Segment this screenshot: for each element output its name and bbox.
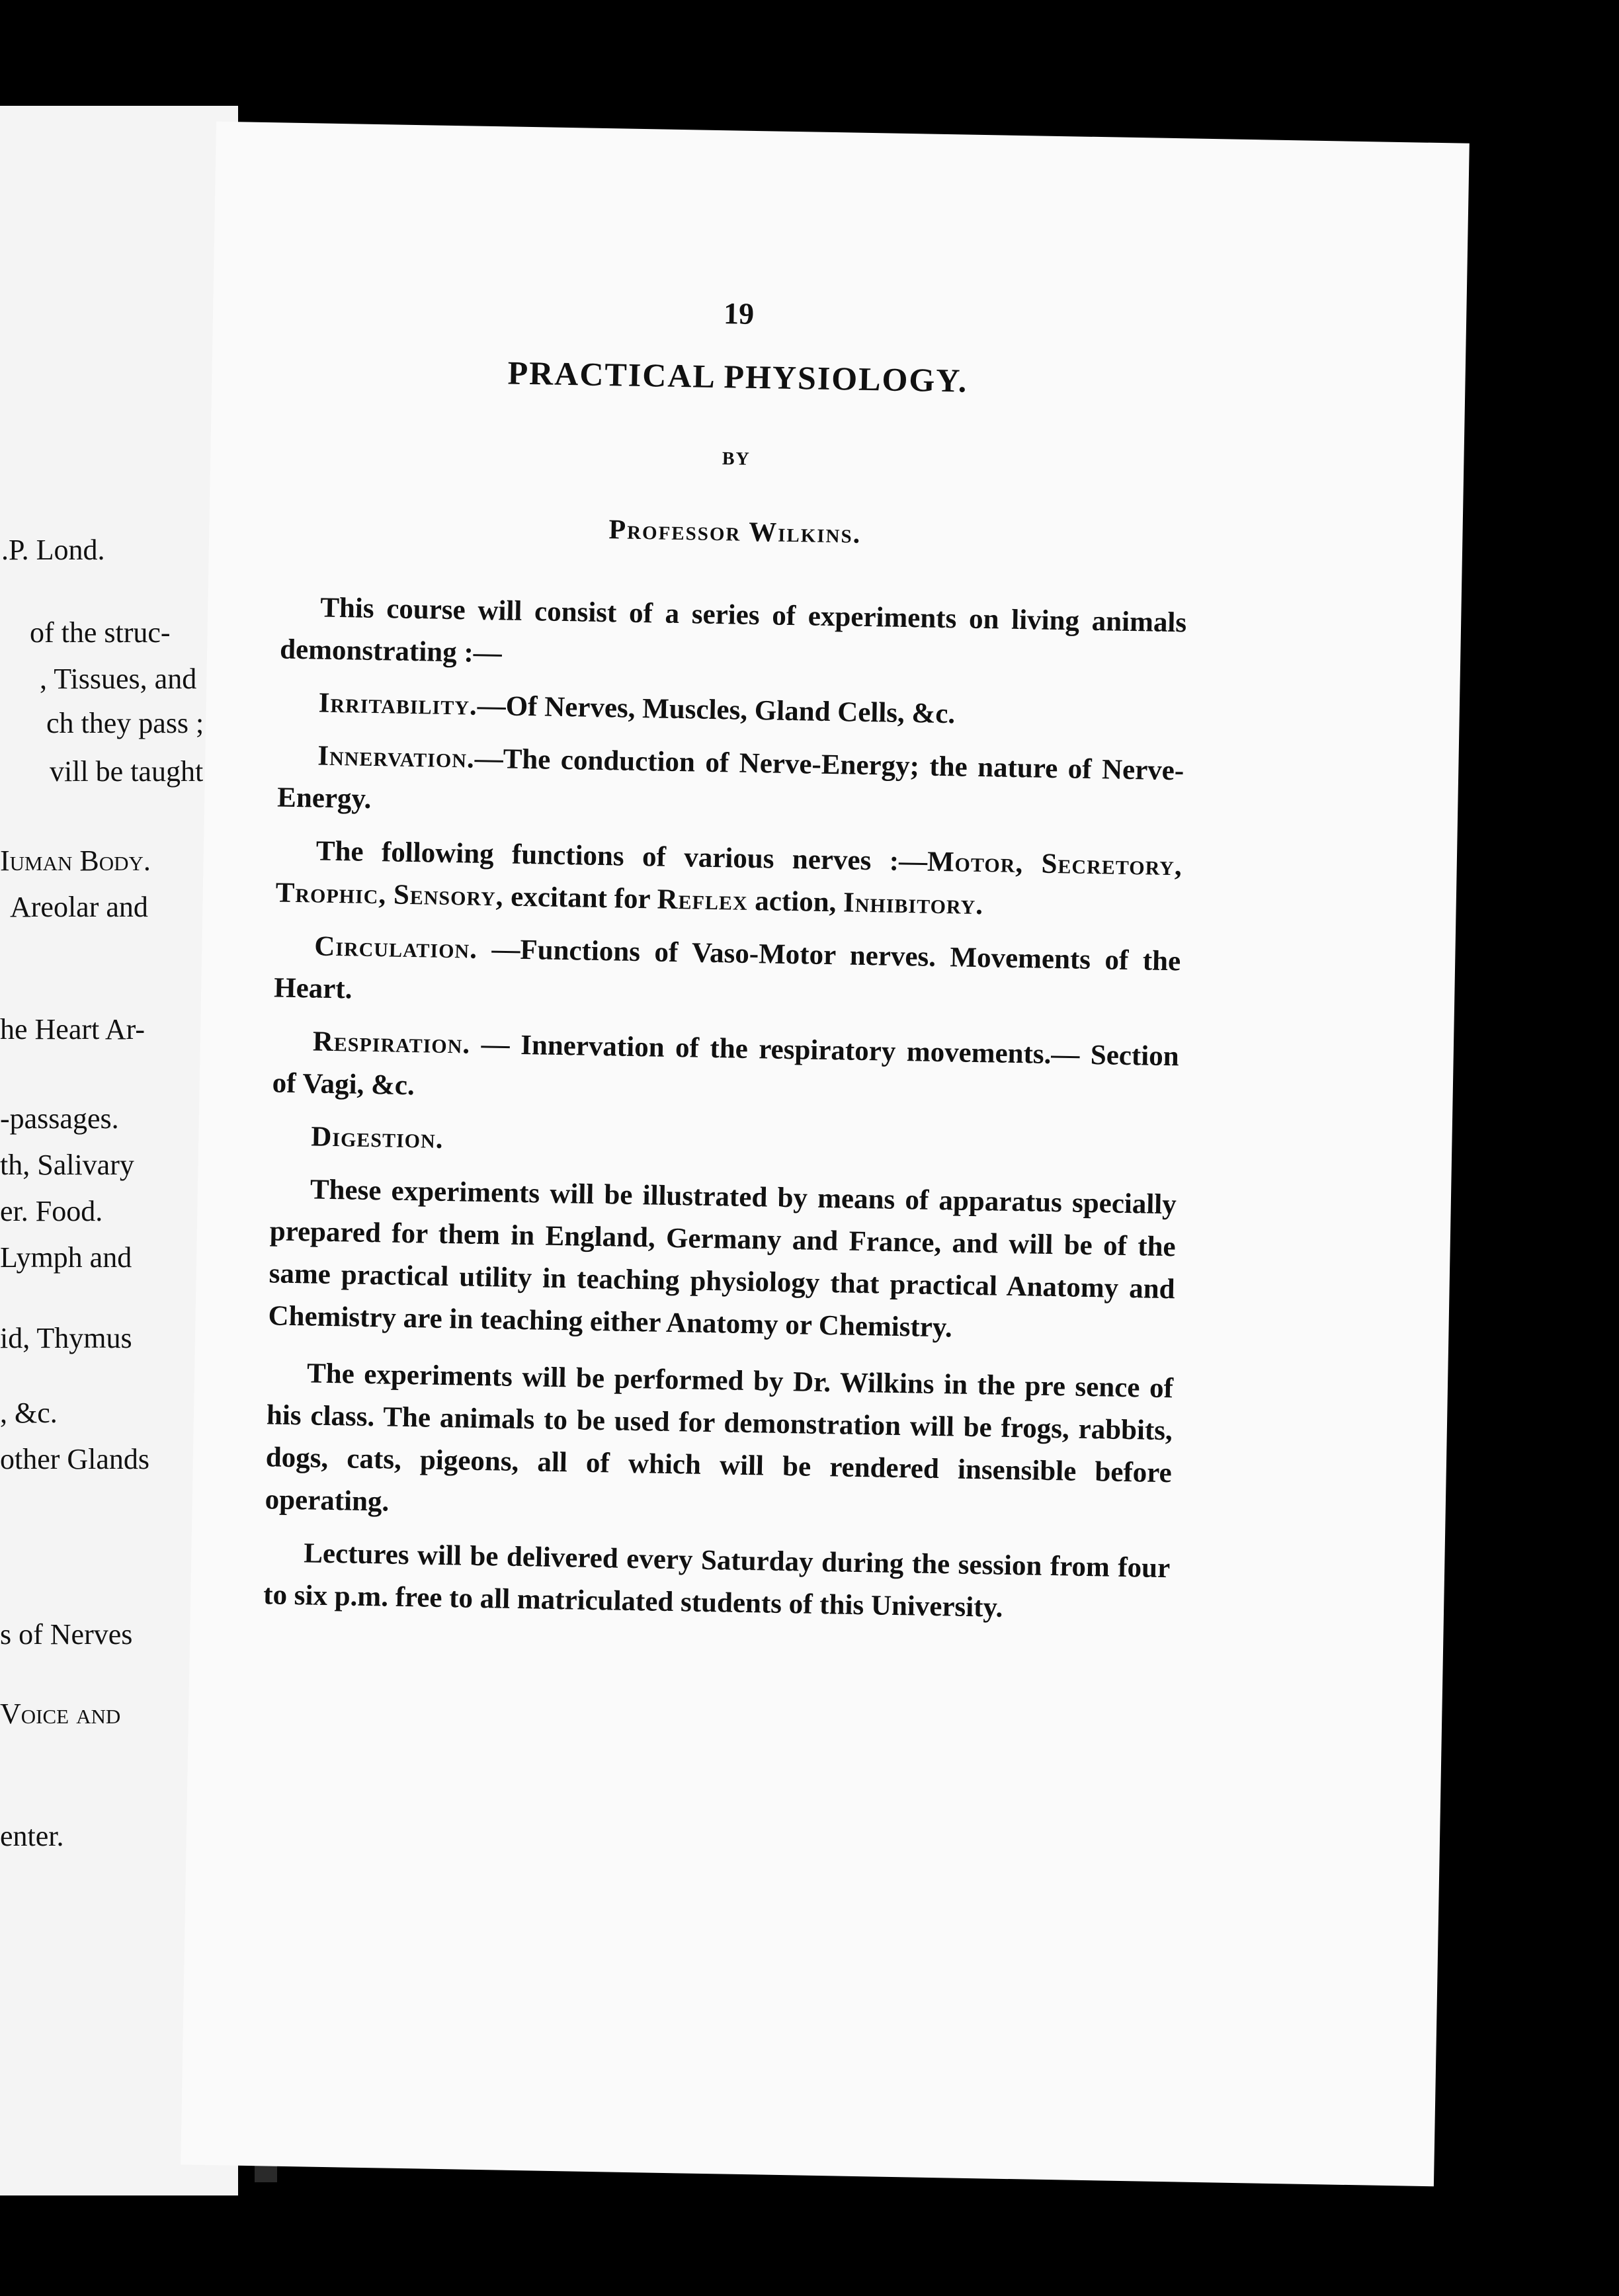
- innervation-text: —The conduction of Nerve-Energy; the nature of Nerve-Energy.: [276, 743, 1184, 815]
- left-line: other Glands: [0, 1443, 150, 1475]
- left-line: enter.: [0, 1820, 64, 1852]
- respiration-paragraph: [272, 1020, 1179, 1120]
- page-title: PRACTICAL PHYSIOLOGY.: [507, 354, 968, 399]
- functions-text: The following functions of various nerves :—: [315, 835, 928, 878]
- byline-by: BY: [722, 448, 751, 470]
- left-line: ch they pass ;: [46, 707, 204, 739]
- functions-text: action,: [754, 885, 837, 919]
- respiration-text: — Innervation of the respiratory movements.— Section of Vagi, &c.: [272, 1028, 1180, 1102]
- page-content: [263, 288, 1192, 1643]
- sensory-term: Sensory,: [393, 879, 504, 913]
- left-line: er. Food.: [0, 1195, 103, 1227]
- respiration-heading: Respiration.: [312, 1026, 471, 1060]
- left-line: , Tissues, and: [40, 663, 197, 695]
- left-line: Iuman Body.: [0, 844, 151, 877]
- trophic-term: Trophic,: [275, 877, 387, 911]
- left-line: Voice and: [0, 1698, 121, 1730]
- performed-paragraph: The experiments will be performed by Dr. Wilkins in the pre sence of his class. The animals to be used for demonstration will be frogs, rabbits, dogs, cats, pigeons, all of which will be rendered insensible before operating.: [265, 1358, 1174, 1518]
- circulation-paragraph: [274, 924, 1181, 1025]
- circulation-heading: Circulation.: [313, 930, 478, 965]
- motor-term: Motor,: [927, 846, 1024, 880]
- reflex-term: Reflex: [657, 883, 749, 917]
- irritability-heading: Irritability.: [318, 687, 478, 721]
- left-line: , &c.: [0, 1397, 58, 1429]
- left-line: of the struc-: [30, 616, 171, 649]
- irritability-paragraph: [278, 681, 1185, 739]
- secretory-term: Secretory,: [1041, 848, 1183, 882]
- left-line: Areolar and: [10, 891, 148, 923]
- functions-paragraph: [275, 829, 1183, 930]
- left-line: vill be taught: [50, 755, 204, 788]
- page-number: 19: [723, 296, 755, 331]
- innervation-heading: Innervation.: [317, 740, 476, 774]
- digestion-heading: Digestion.: [310, 1121, 444, 1155]
- left-line: .P. Lond.: [1, 534, 105, 566]
- functions-text: excitant for: [510, 881, 651, 915]
- right-page: [181, 122, 1470, 2187]
- left-line: Lymph and: [0, 1241, 132, 1274]
- lectures-paragraph: Lectures will be delivered every Saturday during the session from four to six p.m. free to all matriculated students of this University.: [263, 1538, 1171, 1623]
- intro-paragraph: This course will consist of a series of experiments on living animals demonstrating :—: [279, 592, 1187, 669]
- left-line: id, Thymus: [0, 1322, 132, 1354]
- left-line: -passages.: [0, 1102, 119, 1135]
- left-line: s of Nerves: [0, 1618, 133, 1651]
- innervation-paragraph: [277, 734, 1184, 835]
- left-line: he Heart Ar-: [0, 1013, 145, 1046]
- apparatus-paragraph: These experiments will be illustrated by means of apparatus specially prepared for them in England, Germany and France, and will be of the same practical utility in teaching physiology that practical Anatomy and Chemistry are in teaching either Anatomy or Chemistry.: [268, 1174, 1177, 1344]
- circulation-text: —Functions of Vaso-Motor nerves. Movements of the Heart.: [273, 933, 1181, 1005]
- author-name: Professor Wilkins.: [608, 514, 862, 550]
- irritability-text: —Of Nerves, Muscles, Gland Cells, &c.: [477, 690, 956, 730]
- inhibitory-term: Inhibitory.: [843, 887, 984, 921]
- left-line: th, Salivary: [0, 1149, 134, 1181]
- digestion-paragraph: [271, 1115, 1178, 1173]
